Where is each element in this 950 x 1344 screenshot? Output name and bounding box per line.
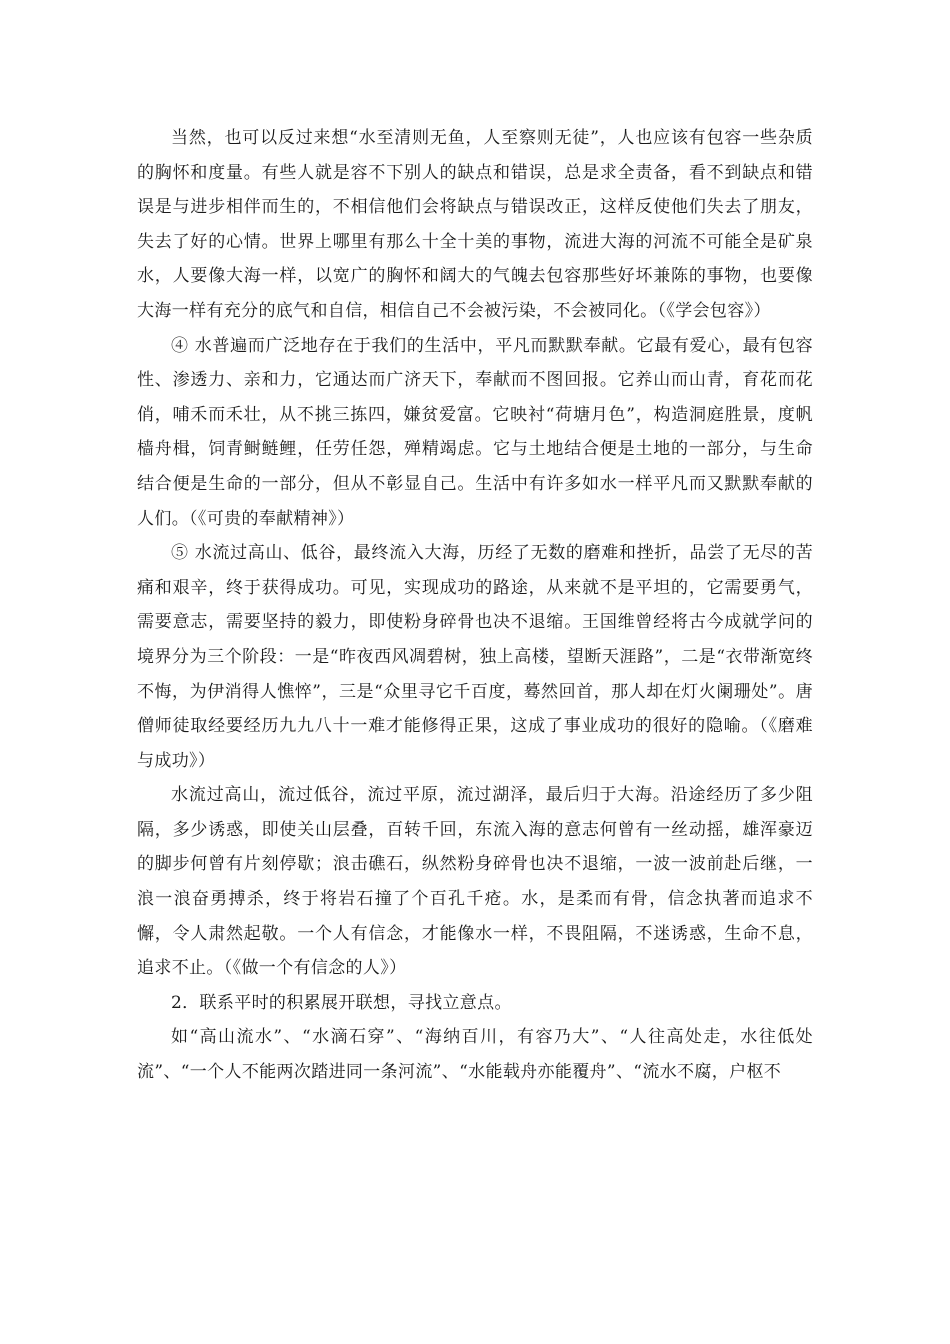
paragraph-tolerance: 当然，也可以反过来想“水至清则无鱼，人至察则无徒”，人也应该有包容一些杂质的胸怀和度量。有些人就是容不下别人的缺点和错误，总是求全责备，看不到缺点和错误是与进步相伴而生的，不相信他们会将缺点与错误改正，这样反使他们失去了朋友，失去了好的心情。世界上哪里有那么十全十美的事物，流进大海的河流不可能全是矿泉水，人要像大海一样，以宽广的胸怀和阔大的气魄去包容那些好坏兼陈的事物，也要像大海一样有充分的底气和自信，相信自己不会被污染，不会被同化。（《学会包容》） xyxy=(137,128,813,321)
document-body xyxy=(137,121,813,1090)
paragraph-section-heading: 2．联系平时的积累展开联想，寻找立意点。 xyxy=(171,992,512,1013)
paragraph-hardship-success: ⑤ 水流过高山、低谷，最终流入大海，历经了无数的磨难和挫折，品尝了无尽的苦痛和艰辛，终于获得成功。可见，实现成功的路途，从来就不是平坦的，它需要勇气，需要意志，需要坚持的毅力，即使粉身碎骨也决不退缩。王国维曾经将古今成就学问的境界分为三个阶段：一是“昨夜西风凋碧树，独上高楼，望断天涯路”，二是“衣带渐宽终不悔，为伊消得人憔悴”，三是“众里寻它千百度，蓦然回首，那人却在灯火阑珊处”。唐僧师徒取经要经历九九八十一难才能修得正果，这成了事业成功的很好的隐喻。（《磨难与成功》） xyxy=(137,543,813,771)
paragraph-dedication: ④ 水普遍而广泛地存在于我们的生活中，平凡而默默奉献。它最有爱心，最有包容性、渗透力、亲和力，它通达而广济天下，奉献而不图回报。它养山而山青，育花而花俏，哺禾而禾壮，从不挑三拣四，嫌贫爱富。它映衬“荷塘月色”，构造洞庭胜景，度帆樯舟楫，饲青鲥鲢鲤，任劳任怨，殚精竭虑。它与土地结合便是土地的一部分，与生命结合便是生命的一部分，但从不彰显自己。生活中有许多如水一样平凡而又默默奉献的人们。（《可贵的奉献精神》） xyxy=(137,335,813,529)
paragraph-idioms: 如“高山流水”、“水滴石穿”、“海纳百川，有容乃大”、“人往高处走，水往低处流”、“一个人不能两次踏进同一条河流”、“水能载舟亦能覆舟”、“流水不腐，户枢不 xyxy=(137,1027,813,1083)
paragraph-belief: 水流过高山，流过低谷，流过平原，流过湖泽，最后归于大海。沿途经历了多少阻隔，多少诱惑，即使关山层叠，百转千回，东流入海的意志何曾有一丝动摇，雄浑豪迈的脚步何曾有片刻停歇；浪击礁石，纵然粉身碎骨也决不退缩，一波一波前赴后继，一浪一浪奋勇搏杀，终于将岩石撞了个百孔千疮。水，是柔而有骨，信念执著而追求不懈，令人肃然起敬。一个人有信念，才能像水一样，不畏阻隔，不迷诱惑，生命不息，追求不止。（《做一个有信念的人》） xyxy=(137,785,813,979)
